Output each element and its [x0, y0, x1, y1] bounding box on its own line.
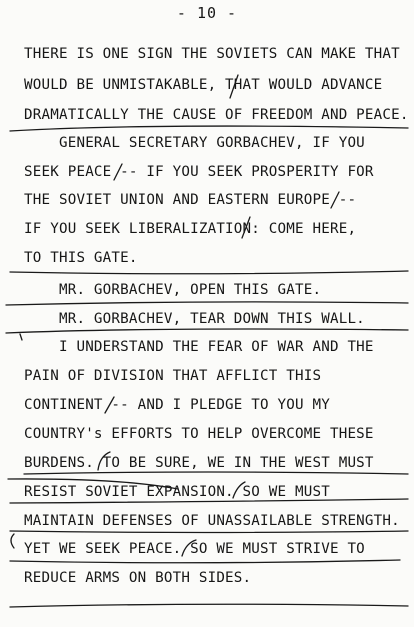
separator-line [10, 560, 400, 563]
text-line: THE SOVIET UNION AND EASTERN EUROPE -- [24, 192, 357, 208]
text-line: MAINTAIN DEFENSES OF UNASSAILABLE STRENGTH. [24, 513, 400, 529]
tick-mark [20, 334, 22, 340]
separator-line [24, 472, 408, 474]
text-line: MR. GORBACHEV, TEAR DOWN THIS WALL. [24, 311, 365, 327]
separator-line [10, 531, 408, 533]
text-line: TO THIS GATE. [24, 250, 138, 266]
separator-line [6, 329, 408, 333]
text-line: YET WE SEEK PEACE. SO WE MUST STRIVE TO [24, 541, 365, 557]
separator-line [10, 271, 408, 274]
text-line: COUNTRY's EFFORTS TO HELP OVERCOME THESE [24, 426, 374, 442]
separator-line [6, 302, 408, 305]
separator-line [10, 604, 408, 607]
text-line: WOULD BE UNMISTAKABLE, THAT WOULD ADVANCE [24, 77, 383, 93]
text-line: SEEK PEACE -- IF YOU SEEK PROSPERITY FOR [24, 164, 374, 180]
separator-line [10, 126, 408, 131]
text-line: RESIST SOVIET EXPANSION. SO WE MUST [24, 484, 330, 500]
text-line: PAIN OF DIVISION THAT AFFLICT THIS [24, 368, 322, 384]
text-line: CONTINENT -- AND I PLEDGE TO YOU MY [24, 397, 330, 413]
text-line: THERE IS ONE SIGN THE SOVIETS CAN MAKE THAT [24, 46, 400, 62]
bracket-mark [11, 534, 14, 548]
page-number: - 10 - [176, 4, 238, 22]
text-line: I UNDERSTAND THE FEAR OF WAR AND THE [24, 339, 374, 355]
text-line: IF YOU SEEK LIBERALIZATION: COME HERE, [24, 221, 357, 237]
text-line: MR. GORBACHEV, OPEN THIS GATE. [24, 282, 322, 298]
text-line: REDUCE ARMS ON BOTH SIDES. [24, 570, 252, 586]
text-line: GENERAL SECRETARY GORBACHEV, IF YOU [24, 135, 365, 151]
text-line: DRAMATICALLY THE CAUSE OF FREEDOM AND PEACE. [24, 107, 409, 123]
text-line: BURDENS. TO BE SURE, WE IN THE WEST MUST [24, 455, 374, 471]
